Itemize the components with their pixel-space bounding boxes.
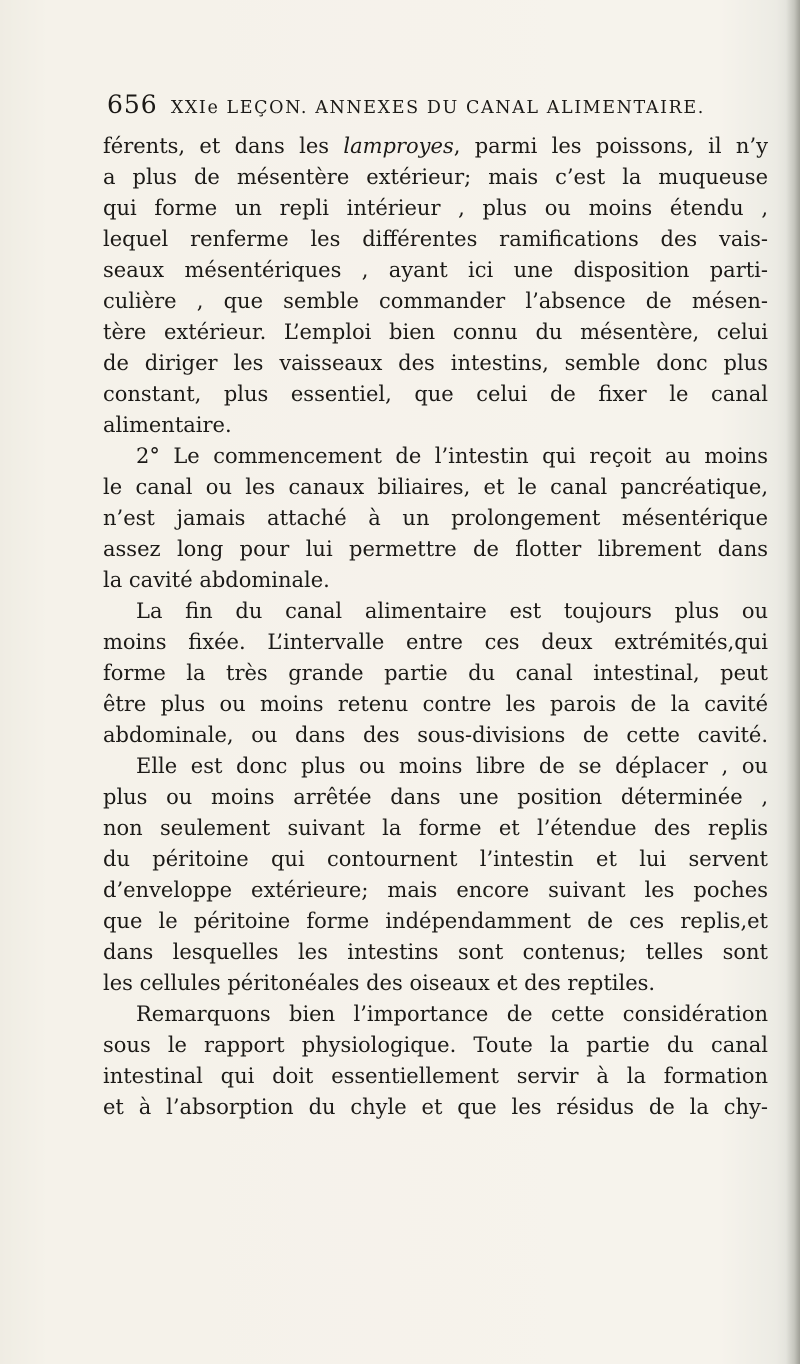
- text-line: la cavité abdominale.: [103, 568, 330, 592]
- running-head: XXIe LEÇON. ANNEXES DU CANAL ALIMENTAIRE.: [170, 98, 705, 118]
- text-line: assez long pour lui permettre de flotter librement dans: [103, 537, 768, 561]
- text-line: 2° Le commencement de l’intestin qui reçoit au moins: [136, 444, 768, 468]
- text-line: tère extérieur. L’emploi bien connu du mésentère, celui: [103, 320, 768, 344]
- body-text: [103, 131, 768, 1123]
- text-line: qui forme un repli intérieur , plus ou moins étendu ,: [103, 196, 768, 220]
- text-line: que le péritoine forme indépendamment de ces replis,et: [103, 909, 768, 933]
- text-line: alimentaire.: [103, 413, 232, 437]
- text-line: et à l’absorption du chyle et que les résidus de la chy-: [103, 1095, 768, 1119]
- text-line: culière , que semble commander l’absence de mésen-: [103, 289, 768, 313]
- text-line: Remarquons bien l’importance de cette considération: [136, 1002, 768, 1026]
- text-line: être plus ou moins retenu contre les parois de la cavité: [103, 692, 768, 716]
- text-line: d’enveloppe extérieure; mais encore suivant les poches: [103, 878, 768, 902]
- text-line: constant, plus essentiel, que celui de fixer le canal: [103, 382, 768, 406]
- text-line: abdominale, ou dans des sous-divisions de cette cavité.: [103, 723, 768, 747]
- text-line-1-start: férents, et dans les: [103, 134, 344, 158]
- text-line: de diriger les vaisseaux des intestins, semble donc plus: [103, 351, 768, 375]
- text-line: Elle est donc plus ou moins libre de se déplacer , ou: [136, 754, 768, 778]
- italic-term: lamproyes: [343, 134, 454, 158]
- text-line: La fin du canal alimentaire est toujours plus ou: [136, 599, 768, 623]
- text-line: du péritoine qui contournent l’intestin et lui servent: [103, 847, 768, 871]
- text-line: a plus de mésentère extérieur; mais c’est la muqueuse: [103, 165, 768, 189]
- text-line: plus ou moins arrêtée dans une position déterminée ,: [103, 785, 768, 809]
- text-line: seaux mésentériques , ayant ici une disposition parti-: [103, 258, 768, 282]
- text-line: lequel renferme les différentes ramifications des vais-: [103, 227, 768, 251]
- text-line: les cellules péritonéales des oiseaux et des reptiles.: [103, 971, 656, 995]
- page-header: [107, 90, 757, 124]
- text-line: intestinal qui doit essentiellement servir à la formation: [103, 1064, 768, 1088]
- text-line: sous le rapport physiologique. Toute la partie du canal: [103, 1033, 768, 1057]
- text-line: non seulement suivant la forme et l’étendue des replis: [103, 816, 768, 840]
- text-line-1-end: , parmi les poissons, il n’y: [453, 134, 768, 158]
- page-number: 656: [107, 90, 158, 119]
- text-line: forme la très grande partie du canal intestinal, peut: [103, 661, 768, 685]
- text-line: n’est jamais attaché à un prolongement mésentérique: [103, 506, 768, 530]
- page-edge-shadow: [786, 0, 800, 1364]
- text-line: moins fixée. L’intervalle entre ces deux extrémités,qui: [103, 630, 768, 654]
- text-line: le canal ou les canaux biliaires, et le canal pancréatique,: [103, 475, 768, 499]
- text-line-1: [103, 131, 768, 162]
- text-line: dans lesquelles les intestins sont contenus; telles sont: [103, 940, 768, 964]
